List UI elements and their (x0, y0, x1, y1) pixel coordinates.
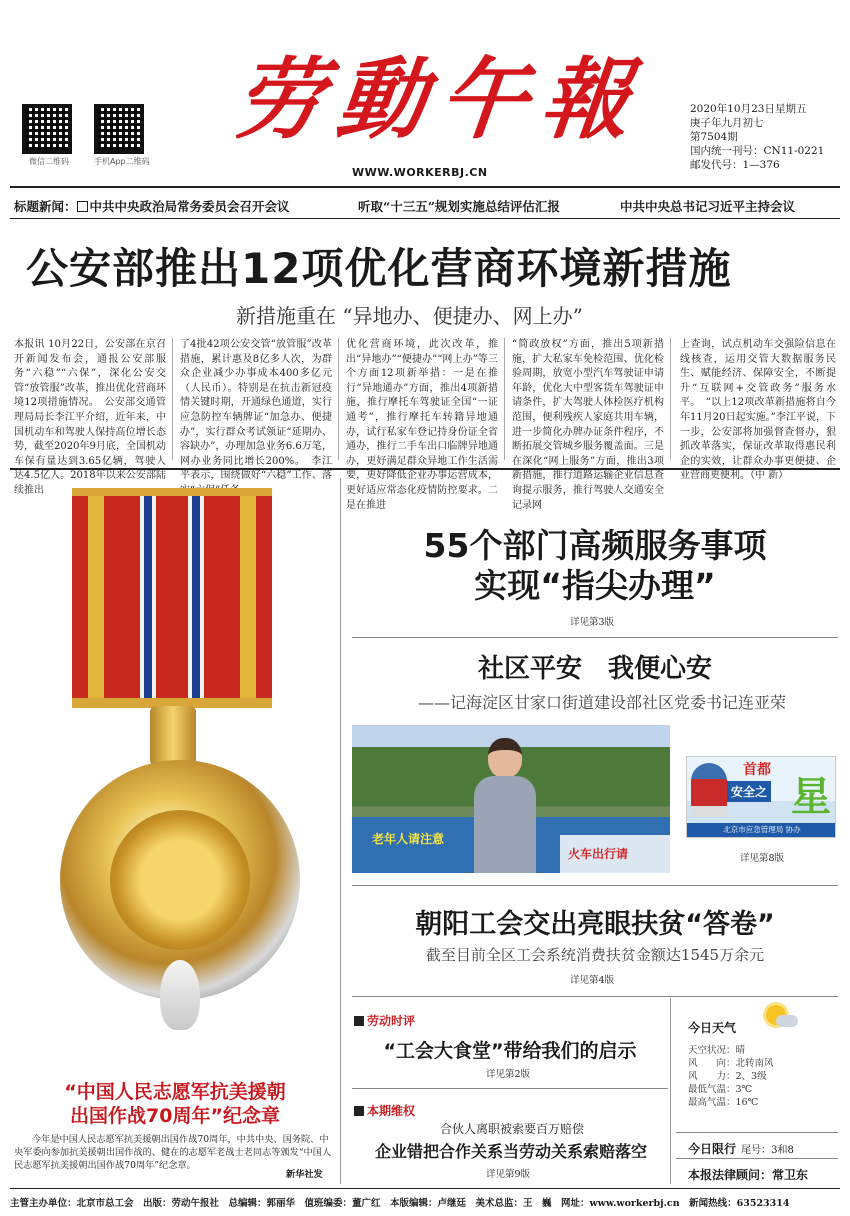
qr-label-app: 手机App二维码 (94, 157, 150, 166)
medal-caption-line-1: “中国人民志愿军抗美援朝 (64, 1081, 286, 1103)
issue-number: 第7504期 (690, 131, 738, 143)
postal-code: 邮发代号：1—376 (690, 159, 780, 171)
divider (10, 186, 840, 188)
weather-row: 最低气温：3℃ (688, 1084, 753, 1095)
column-divider (670, 998, 671, 1184)
traffic-value: 尾号：3和8 (741, 1145, 794, 1156)
rights-title[interactable]: 企业错把合作关系当劳动关系索赔落空 (374, 1142, 647, 1161)
story-55-title-line-2: 实现“指尖办理” (474, 566, 716, 605)
rights-kicker: 合伙人离职被索要百万赔偿 (440, 1122, 585, 1136)
cloud-icon (776, 1015, 798, 1027)
divider (352, 637, 838, 638)
qr-code-icon (22, 104, 72, 154)
weather-rows (688, 1044, 840, 1109)
traffic-title: 今日限行 (688, 1142, 737, 1156)
divider (352, 885, 838, 886)
story-community-subtitle: ——记海淀区甘家口街道建设部社区党委书记连亚荣 (418, 693, 787, 712)
see-page[interactable]: 详见第2版 (486, 1069, 531, 1080)
see-page[interactable]: 详见第4版 (570, 975, 615, 986)
headline-item[interactable]: 中共中央总书记习近平主持会议 (620, 199, 796, 214)
headline-item[interactable]: 中共中央政治局常务委员会召开会议 (89, 199, 290, 214)
person-figure (470, 730, 540, 873)
lead-column-5: 上查询，试点机动车交强险信息在线核查，运用交管大数据服务民生、赋能经济、保障安全，不断提升“互联网+交管政务”服务水平。 “以上12项改革新措施将自今年11月20日起实施。”李江平说，下一步，公安部将加强督查督办，狠抓改革落实，保证改革取得惠民利企的实效，让群众办事更便捷、企业营商更便利。（中 新） (680, 339, 836, 482)
commentary-title[interactable]: “工会大食堂”带给我们的启示 (383, 1040, 637, 1062)
column-divider (504, 338, 505, 460)
medal-ribbon (72, 488, 272, 708)
traffic-restriction (688, 1138, 794, 1157)
banner-text: 老年人请注意 (372, 832, 445, 846)
headline-label: 标题新闻： (14, 199, 77, 214)
qr-label-wechat: 微信二维码 (29, 157, 69, 166)
cn-number: 国内统一刊号：CN11-0221 (690, 145, 825, 157)
newspaper-logo: 劳動午報 (229, 47, 649, 151)
lead-column-1: 本报讯 10月22日，公安部在京召开新闻发布会，通报公安部服务“六稳”“六保”，深化公安交管“放管服”改革，推出优化营商环境12项措施情况。 公安部交通管理局局长李江平介绍，近年来，中国机动车和驾驶人保持高位增长态势，截至2020年9月底，全国机动车保有量达到3.65亿辆，驾驶人达4.5亿人。2018年以来公安部陆续推出 (14, 339, 166, 496)
story-55-title-line-1: 55个部门高频服务事项 (423, 526, 767, 565)
person-torso (474, 776, 536, 873)
column-tag-commentary (354, 1012, 415, 1029)
weather-title: 今日天气 (688, 1021, 737, 1035)
weather-row: 风 向：北转南风 (688, 1058, 774, 1069)
qr-code-icon (94, 104, 144, 154)
headline-bar (14, 197, 290, 215)
lead-column-3: 优化营商环境，此次改革，推出“异地办”“便捷办”“网上办”等三个方面12项新举措：一是在推行“异地通办”方面，推出4项新措施，推行摩托车驾驶证全国“一证通考”，推行摩托车转籍异地通办，试行私家车登记持身份证全省通办，推行二手车出口临牌异地通办，更好满足群众异地工作生活需要，更好降低企业办事运营成本，更好适应常态化疫情防控要求。二是在推进 (346, 339, 498, 511)
issue-date: 2020年10月23日星期五 (690, 103, 807, 115)
legal-name: 常卫东 (772, 1168, 809, 1182)
divider (352, 996, 838, 997)
divider (10, 1188, 840, 1189)
safety-capital: 首都 (743, 762, 771, 778)
issue-info (690, 102, 824, 172)
see-page[interactable]: 详见第9版 (486, 1169, 531, 1180)
tag-label: 本期维权 (367, 1104, 416, 1118)
weather-row: 天空状况：晴 (688, 1045, 746, 1056)
legal-label: 本报法律顾问： (688, 1168, 773, 1182)
story-community-title[interactable]: 社区平安 我便心安 (477, 654, 712, 684)
tag-label: 劳动时评 (367, 1014, 416, 1028)
safety-org: 北京市应急管理局 协办 (687, 823, 836, 837)
checkbox-icon (77, 201, 88, 212)
story-chaoyang-title[interactable]: 朝阳工会交出亮眼扶贫“答卷” (415, 909, 775, 940)
headline-item[interactable]: 听取“十三五”规划实施总结评估汇报 (358, 199, 560, 214)
safety-star-logo[interactable] (686, 756, 836, 838)
column-divider (670, 338, 671, 460)
see-page[interactable]: 详见第3版 (570, 617, 615, 628)
story-55-title[interactable] (352, 526, 838, 606)
lead-subtitle: 新措施重在 “异地办、便捷办、网上办” (236, 304, 583, 328)
photo-banner (560, 835, 670, 873)
temple-icon (691, 763, 727, 817)
footer-credits: 主管主办单位：北京市总工会 出版：劳动午报社 总编辑：郭丽华 值班编委：董广红 本版编辑：卢继廷 美术总监：王 巍 网址：www.workerbj.cn 新闻热线：63523314 (10, 1198, 790, 1209)
medal-connector (150, 706, 196, 766)
dove-icon (160, 960, 200, 1030)
weather-row: 最高气温：16℃ (688, 1097, 759, 1108)
divider (10, 468, 840, 470)
wechat-qr[interactable] (22, 104, 76, 167)
lunar-date: 庚子年九月初七 (690, 117, 764, 129)
divider (676, 1132, 838, 1133)
column-divider (172, 338, 173, 460)
site-url[interactable]: WWW.WORKERBJ.CN (352, 166, 488, 179)
lead-title[interactable]: 公安部推出12项优化营商环境新措施 (26, 244, 732, 293)
column-tag-rights (354, 1102, 415, 1119)
weather-panel (680, 1005, 840, 1130)
medal-source: 新华社发 (286, 1169, 323, 1180)
medal-caption (10, 1080, 340, 1128)
medal-caption-line-2: 出国作战70周年”纪念章 (70, 1105, 280, 1127)
see-page[interactable]: 详见第8版 (740, 853, 785, 864)
lead-column-2: 了4批42项公安交管“放管服”改革措施，累计惠及8亿多人次，为群众企业减少办事成本400多亿元（人民币）。特别是在抗击新冠疫情关键时期，开通绿色通道，实行应急防控车辆牌证“加急办、便捷办”，实行群众考试领证“延期办、容缺办”，办理加急业务6.6万笔，网办业务同比增长200%。 李江平表示，围绕做好“六稳”工作、落 (180, 339, 332, 482)
square-icon (354, 1016, 364, 1026)
app-qr[interactable] (94, 104, 148, 167)
medal-star-icon (110, 810, 250, 950)
column-divider (338, 338, 339, 460)
lead-column-4: “简政放权”方面，推出5项新措施，扩大私家车免检范围、优化检验周期，放宽小型汽车驾驶证申请年龄，优化大中型客货车驾驶证申请条件，扩大驾驶人体检医疗机构范围，便利残疾人家庭共用车辆，进一步简化办牌办证条件程序，不断拓展交管城乡服务覆盖面。三是在深化“网上服务”方面，推出3项新措施，推行道路运输企业信息查询提示服务，推行驾驶人交通安全记录网 (512, 339, 664, 511)
weather-row: 风 力：2、3级 (688, 1071, 767, 1082)
banner-text: 火车出行请 (568, 847, 629, 861)
story-chaoyang-subtitle: 截至目前全区工会系统消费扶贫金额达1545万余元 (425, 946, 765, 964)
person-head (488, 738, 522, 778)
safety-star-glyph: 星 (791, 774, 831, 820)
photo-banner (360, 820, 470, 860)
square-icon (354, 1106, 364, 1116)
divider (676, 1158, 838, 1159)
divider (352, 1088, 668, 1089)
column-divider (340, 478, 341, 1184)
legal-advisor (688, 1166, 808, 1183)
safety-label: 安全之 (727, 781, 771, 802)
divider (10, 218, 840, 219)
medal-description: 今年是中国人民志愿军抗美援朝出国作战70周年，中共中央、国务院、中央军委向参加抗美援朝出国作战的、健在的志愿军老战士老同志等颁发“中国人民志愿军抗美援朝出国作战70周年”纪念章。 (14, 1134, 332, 1171)
